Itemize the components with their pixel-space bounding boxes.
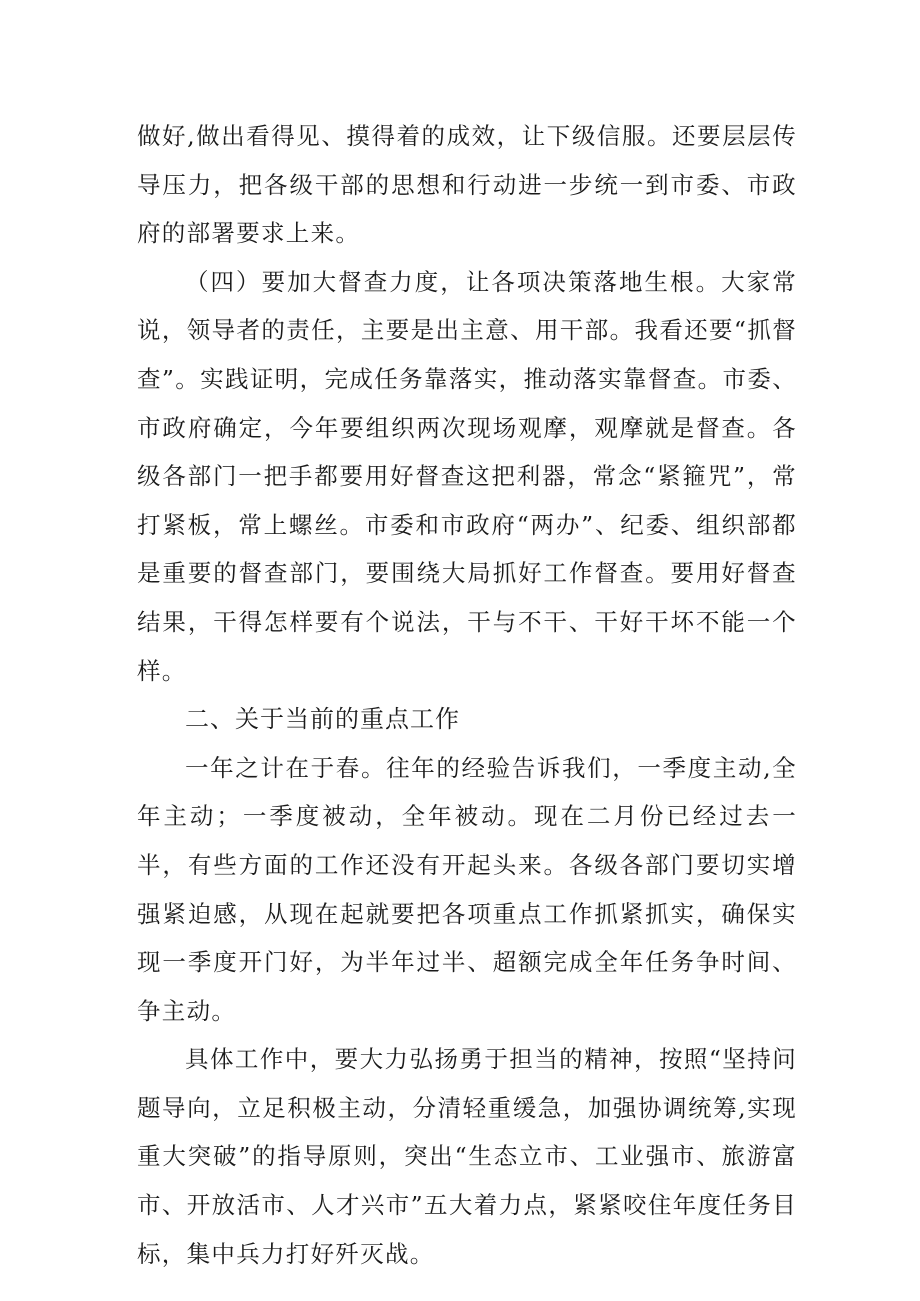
paragraph-guiding-principles: 具体工作中，要大力弘扬勇于担当的精神，按照“坚持问题导向，立足积极主动，分清轻重缓急，加强协调统筹,实现重大突破”的指导原则，突出“生态立市、工业强市、旅游富市、开放活市、人才兴市”五大着力点，紧紧咬住年度任务目标，集中兵力打好歼灭战。 bbox=[137, 1045, 797, 1268]
document-body bbox=[137, 112, 797, 1278]
paragraph-supervision: （四）要加大督查力度，让各项决策落地生根。大家常说，领导者的责任，主要是出主意、用干部。我看还要“抓督查”。实践证明，完成任务靠落实，推动落实靠督查。市委、市政府确定，今年要组织两次现场观摩，观摩就是督查。各级各部门一把手都要用好督查这把利器，常念“紧箍咒”，常打紧板，常上螺丝。市委和市政府“两办”、纪委、组织部都是重要的督查部门，要围绕大局抓好工作督查。要用好督查结果，干得怎样要有个说法，干与不干、干好干坏不能一个样。 bbox=[137, 267, 797, 685]
section-heading-key-work: 二、关于当前的重点工作 bbox=[185, 705, 460, 734]
paragraph-spring-plan: 一年之计在于春。往年的经验告诉我们，一季度主动,全年主动；一季度被动，全年被动。现在二月份已经过去一半，有些方面的工作还没有开起头来。各级各部门要切实增强紧迫感，从现在起就要把各项重点工作抓紧抓实，确保实现一季度开门好，为半年过半、超额完成全年任务争时间、争主动。 bbox=[137, 753, 797, 1025]
paragraph-continuation: 做好,做出看得见、摸得着的成效，让下级信服。还要层层传导压力，把各级干部的思想和行动进一步统一到市委、市政府的部署要求上来。 bbox=[137, 122, 797, 248]
